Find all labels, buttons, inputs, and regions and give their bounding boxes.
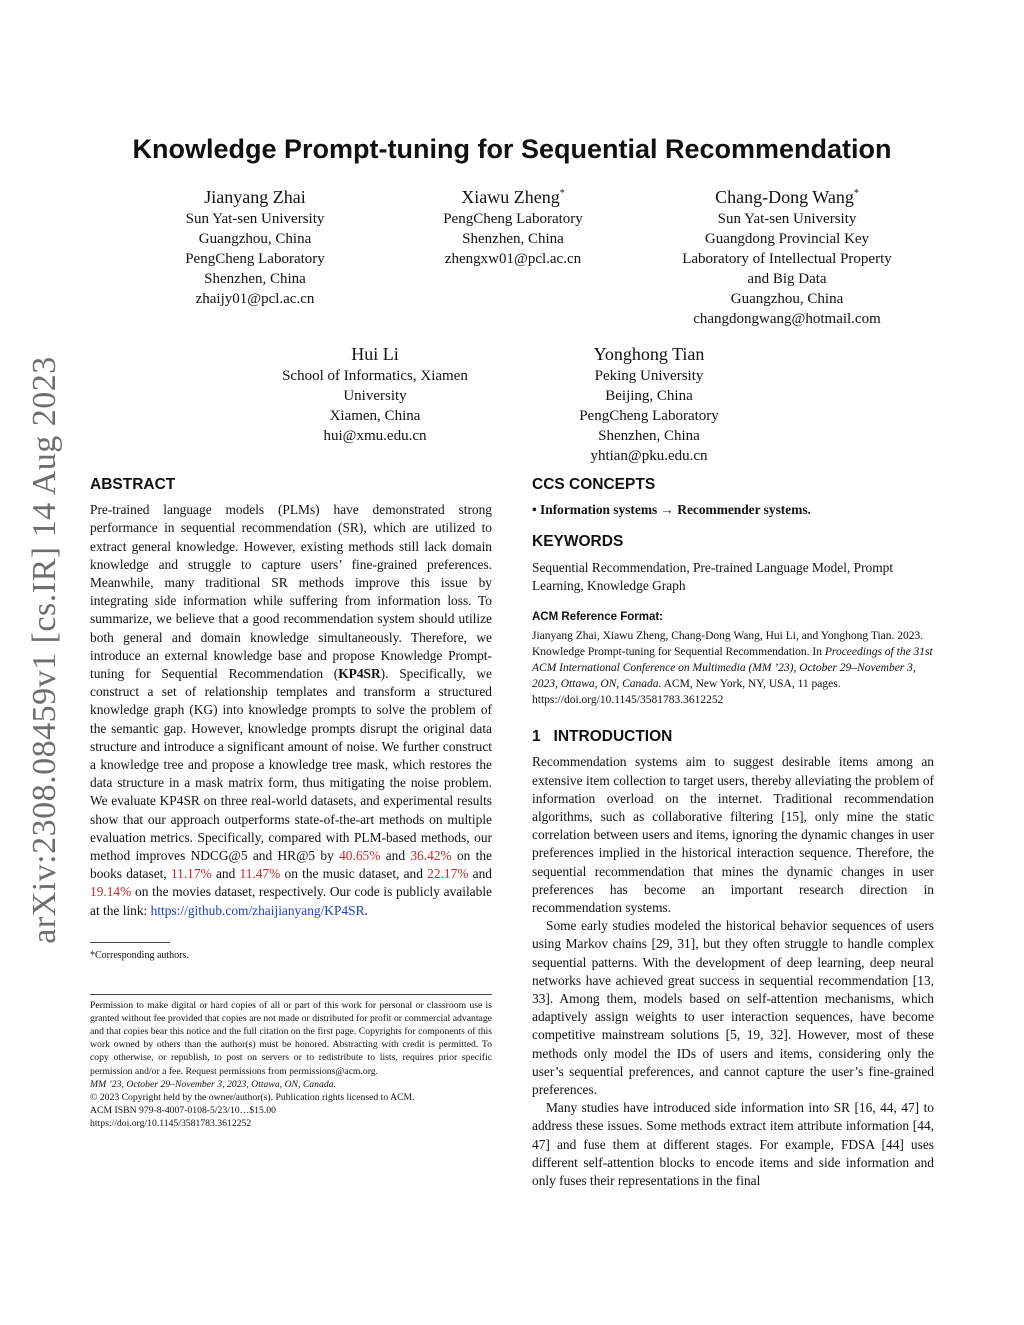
intro-paragraph: Recommendation systems aim to suggest desirable items among an extensive item collection to target users, thereby alleviating the problem of information overload on the internet. Traditional recommendation algorithms, such as collaborative filtering [15], only mine the static correlation between users and items, ignoring the dynamic changes in user preferences implied in the historical interaction sequence. Therefore, the sequential recommendation that mines the dynamic changes in user preferences has become an important research direction in recommendation systems. — [532, 754, 934, 916]
author-affiliation: Peking University — [594, 368, 704, 384]
acm-reference-text: Jianyang Zhai, Xiawu Zheng, Chang-Dong Wang, Hui Li, and Yonghong Tian. 2023. Knowledge Prompt-tuning for Sequential Recommendation. In Proceedings of the 31st ACM International Conference on Multimedia (MM ’23), October 29–November 3, 2023, Ottawa, ON, Canada. ACM, New York, NY, USA, 11 pages. https://doi.org/10.1145/3581783.3612252 — [532, 630, 933, 707]
keywords-text: Sequential Recommendation, Pre-trained Language Model, Prompt Learning, Knowledge Graph — [532, 559, 894, 593]
author-name: Chang-Dong Wang* — [715, 187, 859, 207]
paper-title: Knowledge Prompt-tuning for Sequential Recommendation — [132, 134, 892, 164]
author-affiliation: University — [343, 388, 407, 404]
author-email: zhengxw01@pcl.ac.cn — [444, 251, 582, 267]
intro-paragraph: Some early studies modeled the historical behavior sequences of users using Markov chains [29, 31], but they often struggle to handle complex sequential patterns. With the development of deep learning, deep neural networks have achieved great success in sequential recommendation [13, 33]. Among them, models based on self-attention mechanisms, which adaptively assign weights to user interaction sequences, have become competitive mainstream solutions [5, 19, 32]. However, most of these methods only model the IDs of users and items, considering only the user’s sequential preferences, and cannot capture the user’s fine-grained preferences. — [532, 918, 934, 1098]
author-affiliation: Guangzhou, China — [730, 291, 844, 307]
copyright-line: © 2023 Copyright held by the owner/author(s). Publication rights licensed to ACM. — [90, 1091, 415, 1103]
author-name: Xiawu Zheng* — [461, 187, 565, 207]
metric-value: 22.17% — [427, 866, 469, 882]
author-email: yhtian@pku.edu.cn — [590, 448, 708, 464]
author-email: changdongwang@hotmail.com — [693, 311, 881, 327]
intro-paragraph: Many studies have introduced side information into SR [16, 44, 47] to address these issues. Some methods extract item attribute information [44, 47] and fuse them at different stages. For example, FDSA [44] uses different self-attention blocks to encode items and side information and only fuses their representations in the final — [532, 1100, 934, 1189]
author-affiliation: School of Informatics, Xiamen — [282, 368, 468, 384]
left-column — [90, 476, 492, 1130]
author-affiliation: Xiamen, China — [329, 408, 421, 424]
author-block — [652, 183, 922, 329]
author-name: Hui Li — [351, 344, 399, 364]
author-block — [539, 340, 759, 466]
permission-block — [90, 994, 492, 1130]
author-affiliation: Guangdong Provincial Key — [704, 231, 870, 247]
author-affiliation: Guangzhou, China — [198, 231, 312, 247]
metric-value: 19.14% — [90, 884, 132, 900]
metric-value: 11.17% — [170, 866, 212, 882]
arxiv-id-text: arXiv:2308.08459v1 [cs.IR] 14 Aug 2023 — [26, 356, 64, 944]
author-email: zhaijy01@pcl.ac.cn — [195, 291, 315, 307]
author-email: hui@xmu.edu.cn — [323, 428, 427, 444]
acm-reference-heading: ACM Reference Format: — [532, 611, 663, 624]
code-link[interactable]: https://github.com/zhaijianyang/KP4SR — [150, 902, 365, 918]
venue-line: MM ’23, October 29–November 3, 2023, Ottawa, ON, Canada. — [90, 1078, 336, 1090]
metric-value: 40.65% — [339, 848, 381, 864]
ccs-concepts: • Information systems → Recommender systems. — [532, 502, 811, 518]
footnote-divider — [90, 942, 170, 943]
abstract-heading: ABSTRACT — [90, 476, 176, 493]
permission-notice: Permission to make digital or hard copies of all or part of this work for personal or classroom use is granted without fee provided that copies are not made or distributed for profit or commercial advantage and that copies bear this notice and the full citation on the first page. Copyrights for components of this work owned by others than the author(s) must be honored. Abstracting with credit is permitted. To copy otherwise, or republish, to post on servers or to redistribute to lists, requires prior specific permission and/or a fee. Request permissions from permissions@acm.org. — [90, 1000, 492, 1077]
author-affiliation: Shenzhen, China — [462, 231, 564, 247]
doi-link[interactable]: https://doi.org/10.1145/3581783.3612252 — [90, 1117, 252, 1129]
author-affiliation: Shenzhen, China — [204, 271, 306, 287]
author-block — [255, 340, 495, 446]
author-block — [130, 183, 380, 309]
right-column — [532, 476, 934, 1190]
arxiv-identifier — [20, 356, 70, 944]
keywords-heading: KEYWORDS — [532, 533, 624, 551]
author-affiliation: Sun Yat-sen University — [185, 211, 325, 227]
author-affiliation: Laboratory of Intellectual Property — [682, 251, 892, 267]
author-affiliation: PengCheng Laboratory — [443, 211, 583, 227]
author-name: Yonghong Tian — [593, 344, 705, 364]
corresponding-authors-footnote: *Corresponding authors. — [90, 949, 189, 961]
metric-value: 36.42% — [410, 848, 452, 864]
method-name: KP4SR — [338, 666, 381, 682]
ccs-heading: CCS CONCEPTS — [532, 476, 656, 493]
metric-value: 11.47% — [239, 866, 281, 882]
author-affiliation: Shenzhen, China — [598, 428, 700, 444]
author-block — [393, 183, 633, 269]
author-affiliation: Sun Yat-sen University — [717, 211, 857, 227]
author-affiliation: PengCheng Laboratory — [185, 251, 325, 267]
author-affiliation: PengCheng Laboratory — [579, 408, 719, 424]
abstract-text: Pre-trained language models (PLMs) have demonstrated strong performance in sequential recommendation (SR), which are utilized to extract general knowledge. However, existing methods still lack domain knowledge and struggle to capture users’ fine-grained preferences. Meanwhile, many traditional SR methods improve this issue by integrating side information while suffering from information loss. To summarize, we believe that a good recommendation system should utilize both general and domain knowledge simultaneously. Therefore, we introduce an external knowledge base and propose Knowledge Prompt-tuning for Sequential Recommendation (KP4SR). Specifically, we construct a set of relationship templates and transform a structured knowledge graph (KG) into knowledge prompts to solve the problem of the semantic gap. However, knowledge prompts disrupt the original data structure and introduce a significant amount of noise. We further construct a knowledge tree and propose a knowledge tree mask, which restores the data structure in a mask matrix form, thus mitigating the noise problem. We evaluate KP4SR on three real-world datasets, and experimental results show that our approach outperforms state-of-the-art methods on multiple evaluation metrics. Specifically, compared with PLM-based methods, our method improves NDCG@5 and HR@5 by 40.65% and 36.42% on the books dataset, 11.17% and 11.47% on the music dataset, and 22.17% and 19.14% on the movies dataset, respectively. Our code is publicly available at the link: https://github.com/zhaijianyang/KP4SR. — [90, 502, 493, 918]
author-affiliation: Beijing, China — [605, 388, 693, 404]
isbn-line: ACM ISBN 979-8-4007-0108-5/23/10…$15.00 — [90, 1104, 276, 1116]
introduction-heading: 1 INTRODUCTION — [532, 728, 673, 746]
author-affiliation: and Big Data — [747, 271, 827, 287]
author-name: Jianyang Zhai — [204, 187, 306, 207]
